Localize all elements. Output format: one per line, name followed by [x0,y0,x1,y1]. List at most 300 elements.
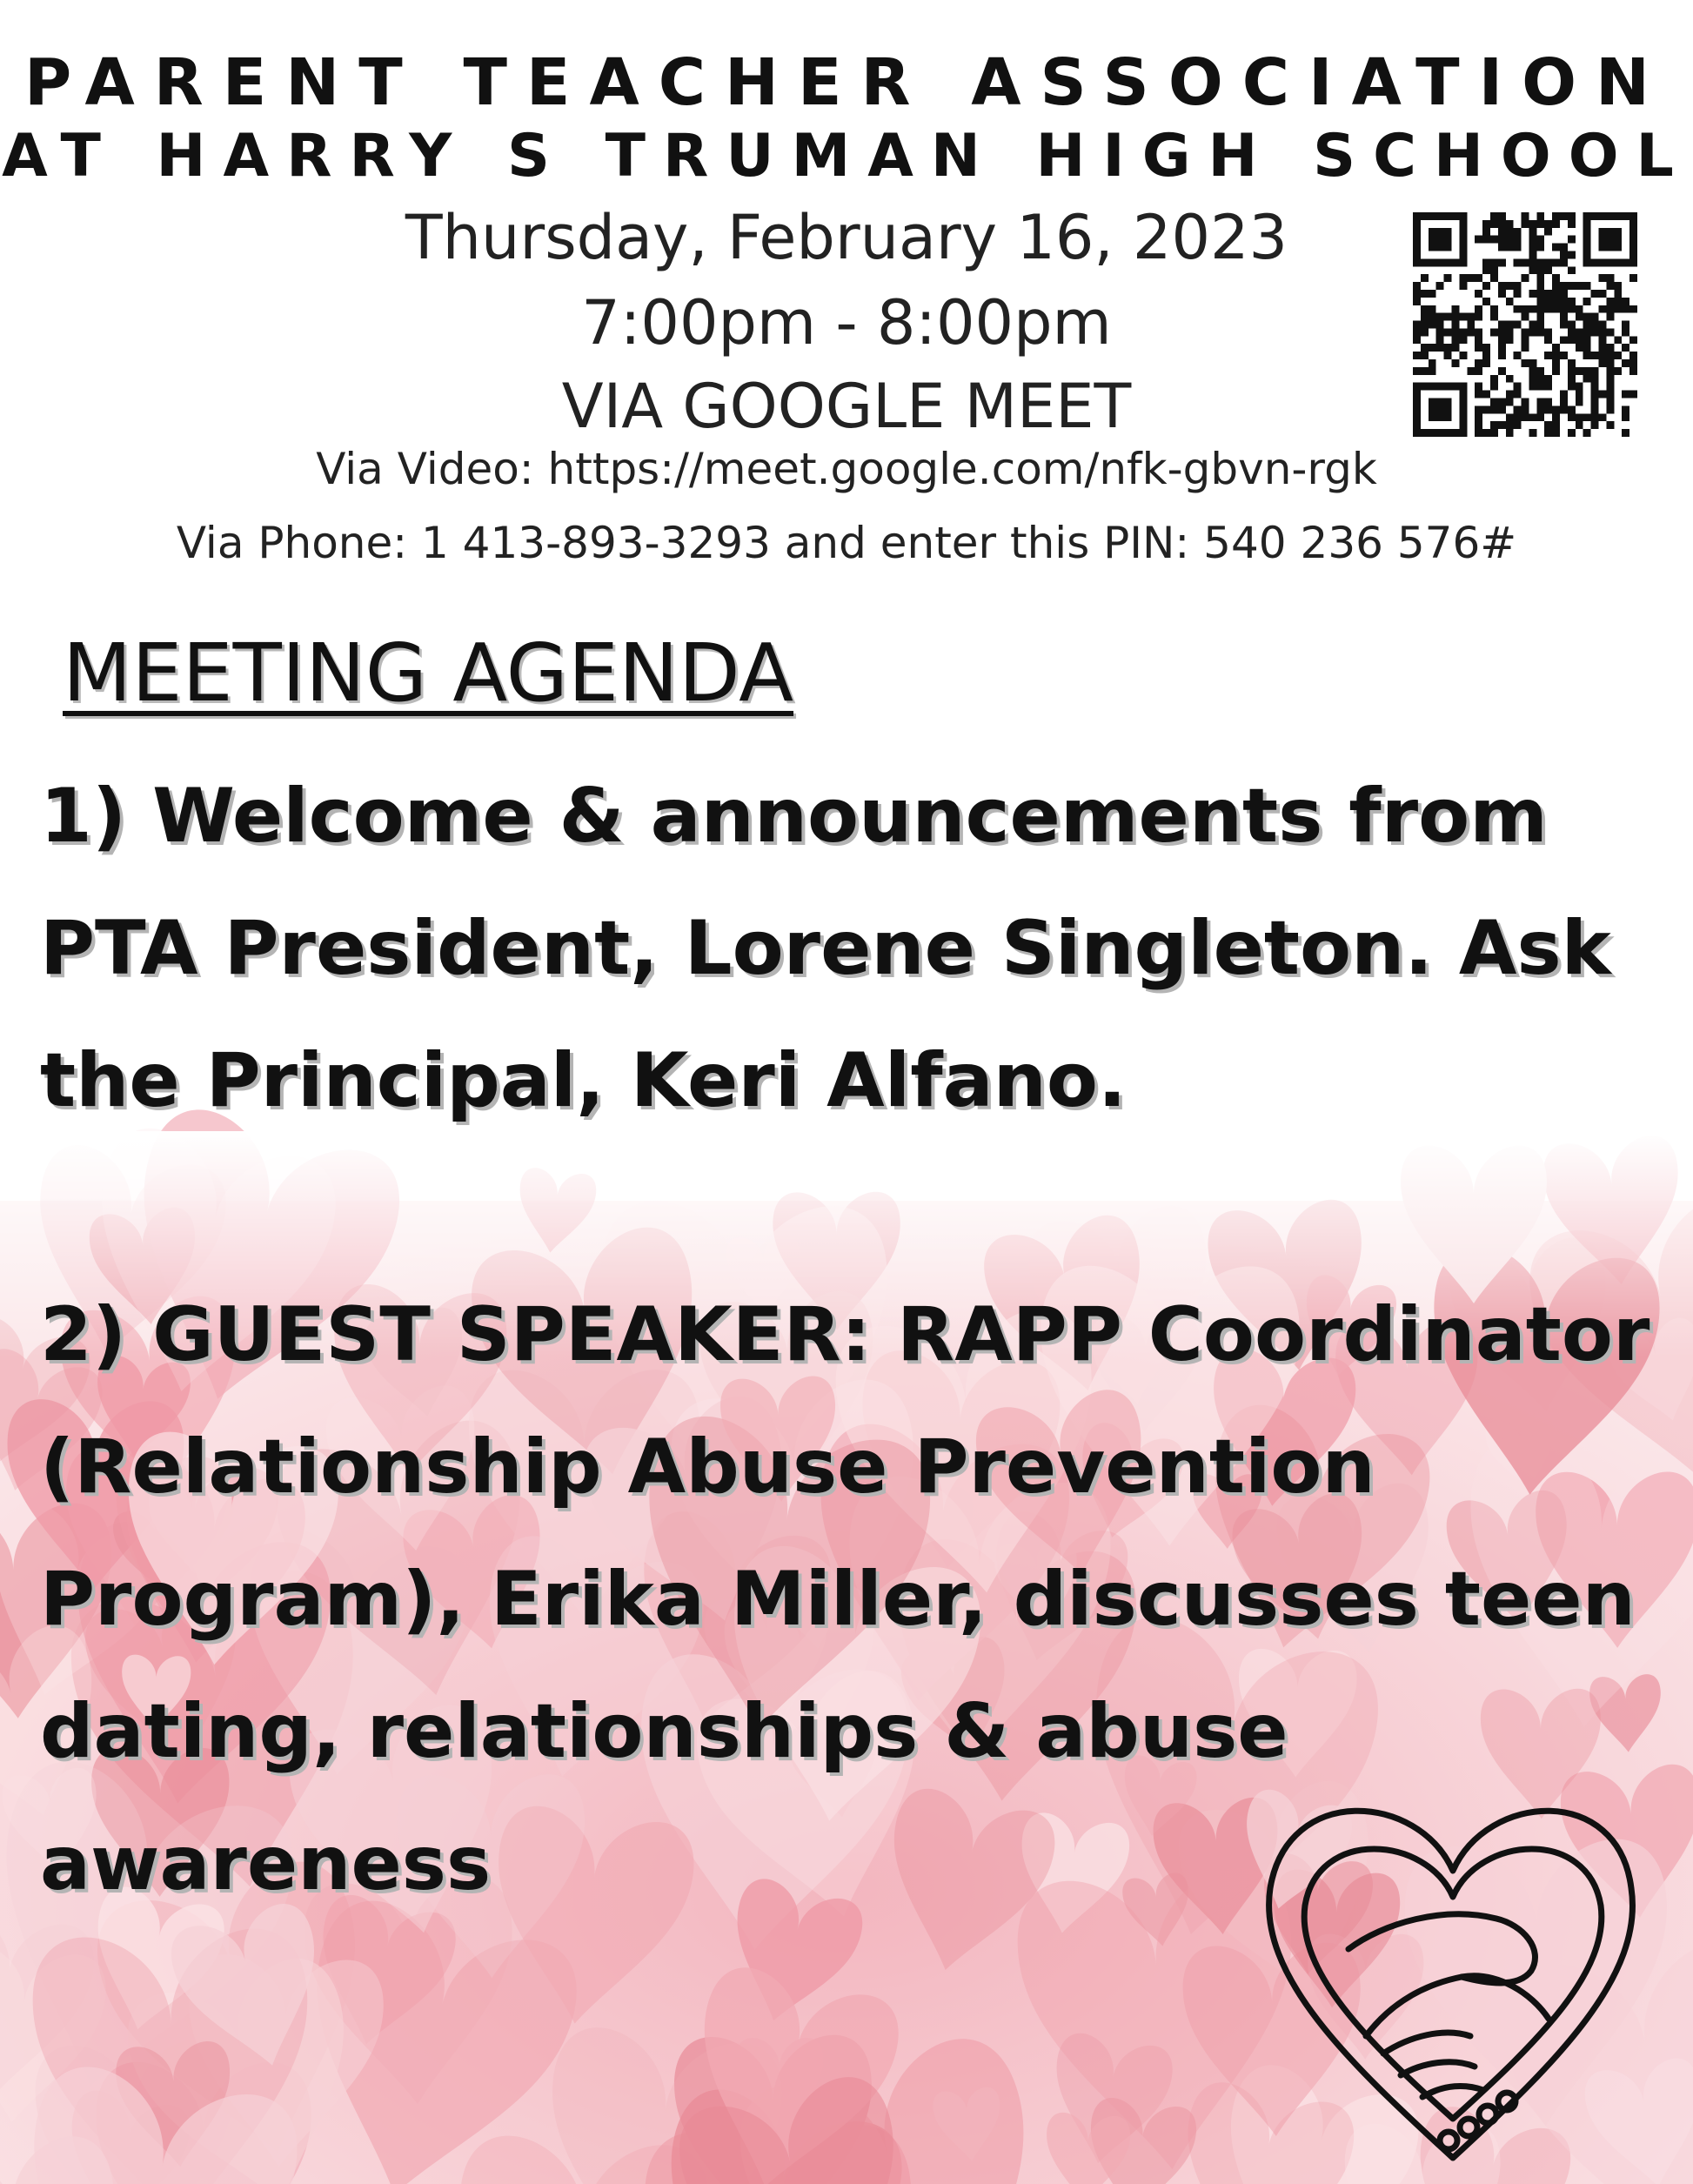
qr-module [1459,336,1467,344]
qr-module [1498,244,1506,251]
qr-module [1544,399,1552,406]
qr-module [1413,352,1421,359]
qr-module [1498,228,1506,236]
qr-module [1506,421,1514,429]
qr-module [1622,429,1629,437]
qr-module [1599,336,1607,344]
qr-module [1429,367,1436,375]
qr-module [1576,336,1583,344]
qr-module [1568,236,1576,244]
qr-module [1552,367,1560,375]
qr-module [1421,367,1429,375]
qr-module [1591,399,1599,406]
qr-module [1506,399,1514,406]
qr-module [1514,321,1522,329]
qr-module [1482,220,1490,228]
qr-module [1622,328,1629,336]
qr-module [1413,290,1421,298]
qr-module [1568,359,1576,367]
qr-module [1614,298,1622,305]
qr-module [1451,305,1459,313]
qr-module [1622,405,1629,413]
qr-module [1552,405,1560,413]
qr-module [1413,321,1421,329]
qr-module [1599,274,1607,282]
qr-module [1568,336,1576,344]
qr-module [1552,220,1560,228]
qr-module [1544,305,1552,313]
qr-module [1629,359,1637,367]
video-link-line[interactable]: Via Video: https://meet.google.com/nfk-gbvn-rgk [316,444,1377,494]
qr-module [1552,274,1560,282]
qr-module [1514,405,1522,413]
qr-module [1568,383,1576,391]
qr-module [1498,212,1506,220]
qr-module [1490,399,1498,406]
qr-module [1506,298,1514,305]
qr-module [1583,336,1591,344]
qr-module [1514,244,1522,251]
qr-module [1606,399,1614,406]
qr-finder [1429,399,1452,422]
qr-module [1475,383,1482,391]
qr-module [1591,367,1599,375]
qr-module [1459,274,1467,282]
qr-module [1544,220,1552,228]
qr-module [1536,413,1544,421]
qr-module [1429,290,1436,298]
qr-module [1529,413,1536,421]
qr-module [1475,336,1482,344]
qr-module [1552,413,1560,421]
qr-module [1451,328,1459,336]
qr-module [1536,212,1544,220]
qr-module [1475,367,1482,375]
qr-module [1522,399,1529,406]
qr-module [1599,413,1607,421]
qr-module [1429,344,1436,352]
qr-module [1506,336,1514,344]
qr-module [1490,429,1498,437]
qr-module [1560,212,1568,220]
qr-module [1413,282,1421,290]
qr-module [1544,258,1552,266]
qr-module [1421,344,1429,352]
qr-module [1629,305,1637,313]
qr-module [1560,251,1568,258]
qr-module [1482,344,1490,352]
qr-module [1444,344,1452,352]
qr-module [1482,236,1490,244]
qr-module [1482,359,1490,367]
qr-module [1544,383,1552,391]
qr-module [1544,328,1552,336]
qr-module [1544,228,1552,236]
qr-module [1490,266,1498,274]
qr-module [1529,321,1536,329]
qr-module [1475,290,1482,298]
qr-module [1467,328,1475,336]
qr-module [1529,266,1536,274]
qr-module [1482,352,1490,359]
qr-module [1506,375,1514,383]
qr-module [1576,399,1583,406]
qr-module [1591,405,1599,413]
qr-module [1560,321,1568,329]
qr-module [1451,321,1459,329]
qr-module [1421,321,1429,329]
qr-module [1576,421,1583,429]
qr-module [1429,313,1436,321]
qr-module [1568,305,1576,313]
qr-module [1568,282,1576,290]
title-line-1: PARENT TEACHER ASSOCIATION [24,45,1669,120]
agenda-item-1: 1) Welcome & announcements from PTA President, Lorene Singleton. Ask the Principal, Keri Alfano. [40,773,1611,1124]
qr-module [1599,391,1607,399]
qr-module [1506,244,1514,251]
qr-module [1451,359,1459,367]
qr-module [1622,391,1629,399]
qr-module [1514,305,1522,313]
qr-module [1529,258,1536,266]
qr-module [1622,359,1629,367]
qr-module [1529,251,1536,258]
qr-module [1498,236,1506,244]
qr-module [1568,298,1576,305]
qr-module [1490,313,1498,321]
qr-module [1475,421,1482,429]
qr-module [1552,244,1560,251]
qr-module [1514,352,1522,359]
qr-module [1529,328,1536,336]
qr-module [1599,352,1607,359]
qr-module [1591,391,1599,399]
qr-module [1506,391,1514,399]
qr-module [1498,405,1506,413]
qr-module [1622,305,1629,313]
qr-module [1552,212,1560,220]
qr-module [1522,313,1529,321]
qr-module [1576,328,1583,336]
qr-module [1413,336,1421,344]
qr-module [1482,266,1490,274]
qr-module [1436,344,1444,352]
qr-module [1536,244,1544,251]
qr-module [1568,413,1576,421]
qr-module [1599,328,1607,336]
qr-module [1506,429,1514,437]
qr-module [1552,359,1560,367]
qr-module [1475,313,1482,321]
qr-module [1629,367,1637,375]
qr-module [1591,321,1599,329]
qr-module [1622,321,1629,329]
qr-module [1475,405,1482,413]
qr-module [1583,328,1591,336]
qr-module [1606,344,1614,352]
qr-module [1413,367,1421,375]
qr-module [1498,399,1506,406]
qr-module [1536,313,1544,321]
qr-module [1568,321,1576,329]
qr-finder [1429,228,1452,251]
qr-module [1552,429,1560,437]
qr-module [1591,328,1599,336]
qr-module [1498,336,1506,344]
qr-module [1536,290,1544,298]
qr-module [1599,321,1607,329]
qr-module [1498,344,1506,352]
qr-module [1560,282,1568,290]
qr-module [1552,421,1560,429]
qr-module [1459,282,1467,290]
qr-module [1591,383,1599,391]
qr-module [1467,313,1475,321]
qr-module [1429,305,1436,313]
qr-module [1506,282,1514,290]
qr-module [1576,344,1583,352]
qr-module [1498,258,1506,266]
qr-module [1560,336,1568,344]
qr-module [1490,383,1498,391]
qr-module [1568,266,1576,274]
qr-module [1459,313,1467,321]
qr-module [1576,305,1583,313]
qr-module [1475,344,1482,352]
qr-module [1552,298,1560,305]
qr-module [1421,305,1429,313]
qr-module [1475,429,1482,437]
qr-module [1514,282,1522,290]
qr-module [1522,405,1529,413]
qr-module [1606,383,1614,391]
qr-module [1482,391,1490,399]
qr-module [1568,251,1576,258]
qr-module [1482,258,1490,266]
qr-module [1544,429,1552,437]
meeting-platform: VIA GOOGLE MEET [561,371,1132,442]
qr-module [1591,413,1599,421]
qr-module [1444,328,1452,336]
qr-module [1421,290,1429,298]
qr-module [1591,421,1599,429]
qr-module [1451,336,1459,344]
qr-module [1475,359,1482,367]
qr-module [1568,375,1576,383]
qr-module [1568,405,1576,413]
qr-module [1614,367,1622,375]
qr-module [1529,290,1536,298]
qr-module [1576,383,1583,391]
qr-module [1421,352,1429,359]
qr-module [1629,391,1637,399]
qr-module [1606,421,1614,429]
qr-module [1459,328,1467,336]
qr-module [1436,282,1444,290]
qr-module [1451,313,1459,321]
qr-module [1606,274,1614,282]
qr-module [1451,344,1459,352]
qr-module [1544,336,1552,344]
qr-module [1506,321,1514,329]
qr-module [1506,220,1514,228]
qr-module [1529,305,1536,313]
qr-module [1413,298,1421,305]
qr-module [1522,336,1529,344]
qr-module [1436,328,1444,336]
qr-module [1614,352,1622,359]
qr-module [1529,228,1536,236]
qr-module [1522,328,1529,336]
qr-module [1475,305,1482,313]
qr-module [1599,290,1607,298]
qr-module [1614,282,1622,290]
qr-module [1576,391,1583,399]
heart-handshake-icon [1235,1775,1670,2184]
qr-module [1522,344,1529,352]
qr-module [1606,375,1614,383]
qr-module [1498,282,1506,290]
qr-module [1529,375,1536,383]
qr-module [1475,413,1482,421]
qr-module [1629,352,1637,359]
qr-module [1490,305,1498,313]
qr-module [1490,212,1498,220]
qr-module [1490,405,1498,413]
qr-module [1552,344,1560,352]
qr-module [1583,375,1591,383]
qr-module [1490,236,1498,244]
qr-module [1560,313,1568,321]
qr-module [1536,375,1544,383]
qr-module [1522,258,1529,266]
qr-module [1599,359,1607,367]
qr-module [1560,298,1568,305]
qr-module [1544,266,1552,274]
qr-module [1552,290,1560,298]
qr-module [1552,352,1560,359]
qr-module [1467,367,1475,375]
qr-module [1536,220,1544,228]
qr-module [1429,321,1436,329]
qr-module [1606,282,1614,290]
qr-module [1544,290,1552,298]
qr-module [1606,298,1614,305]
qr-module [1629,274,1637,282]
phone-line: Via Phone: 1 413-893-3293 and enter this PIN: 540 236 576# [176,518,1517,568]
qr-module [1614,336,1622,344]
qr-module [1583,429,1591,437]
qr-module [1522,212,1529,220]
qr-module [1560,290,1568,298]
qr-module [1560,258,1568,266]
qr-module [1475,391,1482,399]
qr-module [1498,321,1506,329]
qr-module [1498,328,1506,336]
qr-module [1583,282,1591,290]
qr-module [1536,258,1544,266]
qr-module [1436,313,1444,321]
qr-module [1536,282,1544,290]
qr-module [1583,413,1591,421]
qr-module [1568,212,1576,220]
title-line-2: AT HARRY S TRUMAN HIGH SCHOOL [2,122,1691,191]
qr-finder [1599,228,1623,251]
qr-module [1436,321,1444,329]
qr-module [1490,274,1498,282]
qr-module [1568,429,1576,437]
qr-module [1459,352,1467,359]
qr-module [1583,352,1591,359]
qr-module [1475,328,1482,336]
qr-module [1576,313,1583,321]
qr-module [1576,282,1583,290]
agenda-heading: MEETING AGENDA [63,626,794,720]
qr-module [1536,298,1544,305]
qr-module [1583,344,1591,352]
qr-module [1475,274,1482,282]
qr-module [1552,258,1560,266]
qr-module [1591,290,1599,298]
qr-module [1490,258,1498,266]
qr-module [1490,328,1498,336]
qr-module [1576,367,1583,375]
qr-module [1606,328,1614,336]
qr-module [1536,367,1544,375]
qr-module [1536,321,1544,329]
qr-module [1506,328,1514,336]
qr-module [1421,313,1429,321]
qr-code-icon[interactable] [1413,212,1637,437]
qr-module [1599,344,1607,352]
qr-module [1506,236,1514,244]
qr-module [1498,421,1506,429]
qr-module [1421,274,1429,282]
qr-module [1599,305,1607,313]
qr-module [1552,282,1560,290]
qr-module [1536,399,1544,406]
qr-module [1560,405,1568,413]
qr-module [1529,367,1536,375]
qr-module [1544,421,1552,429]
qr-module [1622,413,1629,421]
qr-module [1544,298,1552,305]
qr-module [1482,228,1490,236]
qr-module [1529,244,1536,251]
qr-module [1591,375,1599,383]
qr-module [1514,258,1522,266]
meeting-time: 7:00pm - 8:00pm [581,287,1112,358]
qr-module [1560,391,1568,399]
qr-module [1536,274,1544,282]
qr-module [1560,399,1568,406]
qr-module [1591,352,1599,359]
qr-module [1522,305,1529,313]
qr-module [1529,220,1536,228]
qr-module [1522,359,1529,367]
qr-module [1536,266,1544,274]
qr-module [1522,274,1529,282]
qr-module [1436,336,1444,344]
qr-module [1622,298,1629,305]
qr-module [1606,391,1614,399]
qr-module [1606,352,1614,359]
qr-module [1536,305,1544,313]
qr-module [1629,336,1637,344]
qr-module [1536,236,1544,244]
qr-module [1514,290,1522,298]
qr-module [1522,413,1529,421]
